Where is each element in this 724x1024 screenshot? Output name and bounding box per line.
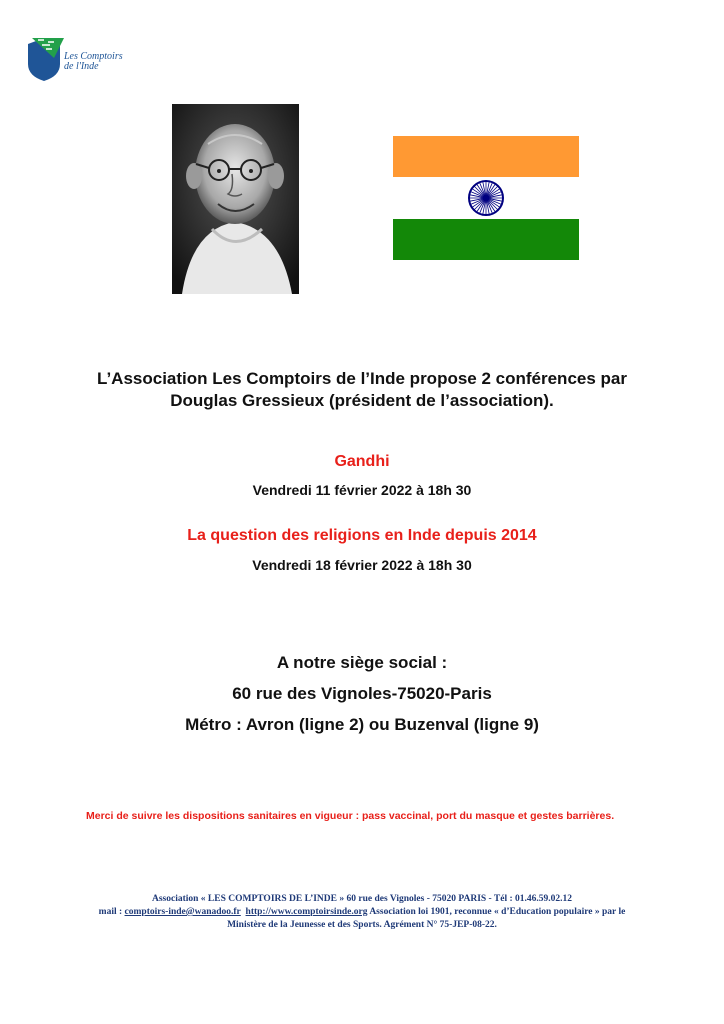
sanitary-notice: Merci de suivre les dispositions sanitaires en vigueur : pass vaccinal, port du masque et gestes barrières. bbox=[86, 810, 615, 822]
footer-line-3: Ministère de la Jeunesse et des Sports. Agrément N° 75-JEP-08-22. bbox=[227, 920, 497, 930]
intro-line-2: Douglas Gressieux (président de l’association). bbox=[170, 391, 554, 410]
conference-2-date: Vendredi 18 février 2022 à 18h 30 bbox=[252, 557, 472, 573]
intro-text bbox=[0, 368, 724, 412]
footer-line-1: Association « LES COMPTOIRS DE L’INDE » 60 rue des Vignoles - 75020 PARIS - Tél : 01.46.59.02.12 bbox=[151, 894, 573, 904]
conference-2-title: La question des religions en Inde depuis 2014 bbox=[187, 527, 537, 544]
india-flag bbox=[393, 136, 579, 260]
ashoka-chakra-icon bbox=[469, 181, 503, 215]
association-logo bbox=[24, 36, 124, 86]
footer-mail-label: mail : bbox=[98, 907, 123, 917]
venue-label: A notre siège social : bbox=[276, 653, 448, 672]
gandhi-portrait bbox=[172, 104, 299, 294]
conference-1-date: Vendredi 11 février 2022 à 18h 30 bbox=[252, 482, 472, 498]
intro-line-1: L’Association Les Comptoirs de l’Inde propose 2 conférences par bbox=[97, 369, 627, 388]
venue-address: 60 rue des Vignoles-75020-Paris bbox=[232, 684, 492, 703]
footer-email-link[interactable]: comptoirs-inde@wanadoo.fr bbox=[124, 907, 241, 917]
footer-website-link[interactable]: http://www.comptoirsinde.org bbox=[245, 907, 368, 917]
conference-1-title: Gandhi bbox=[334, 453, 390, 470]
logo-text: Les Comptoirs de l'Inde bbox=[64, 51, 123, 72]
venue-metro: Métro : Avron (ligne 2) ou Buzenval (ligne 9) bbox=[185, 715, 539, 734]
footer-line-2 bbox=[0, 906, 724, 919]
footer-line-2-text: Association loi 1901, reconnue « d’Education populaire » par le bbox=[369, 907, 626, 917]
logo-shield-icon bbox=[24, 36, 64, 82]
